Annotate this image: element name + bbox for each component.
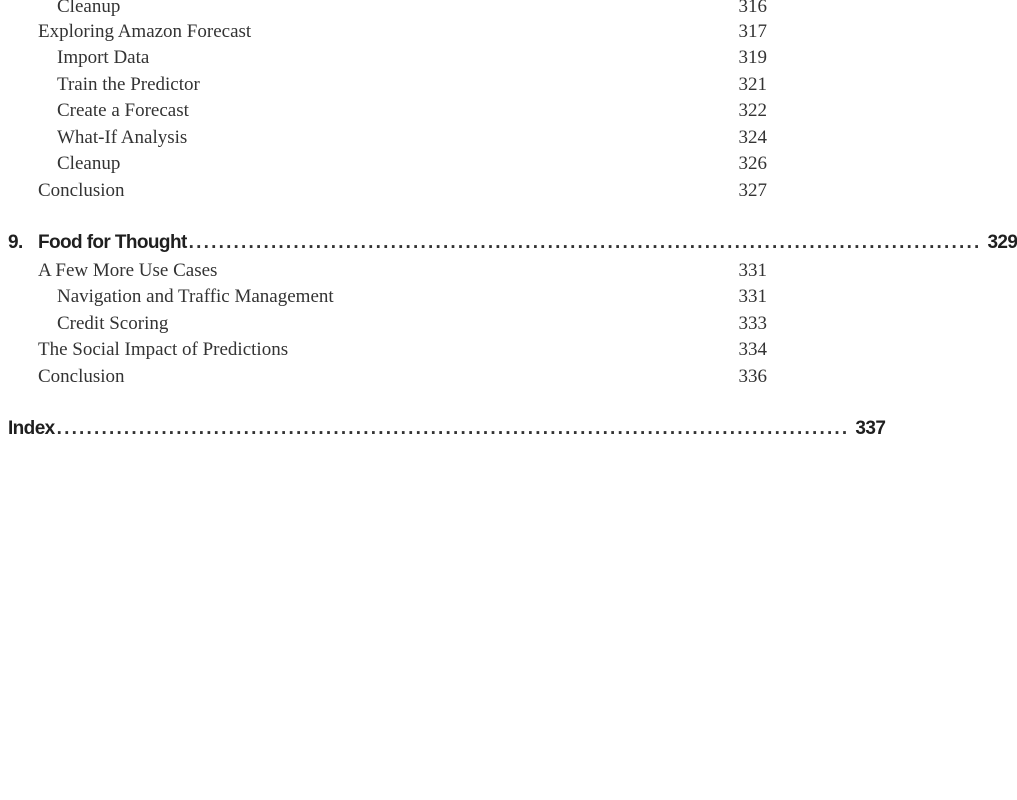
toc-entry-title: Conclusion (38, 366, 125, 387)
toc-entry-page: 322 (738, 100, 767, 121)
toc-entry-page: 331 (738, 260, 767, 281)
chapter-page: 329 (987, 232, 1017, 253)
toc-entry-title: Create a Forecast (57, 100, 189, 121)
toc-entry-conclusion[interactable] (0, 178, 800, 204)
toc-entry-title: A Few More Use Cases (38, 260, 218, 281)
toc-entry-title: Exploring Amazon Forecast (38, 21, 252, 42)
toc-entry-navigation-and-traffic-management[interactable] (0, 284, 800, 310)
toc-entry-title: Conclusion (38, 180, 125, 201)
toc-entry-page: 324 (738, 127, 767, 148)
toc-entry-import-data[interactable] (0, 45, 800, 71)
toc-entry-page: 331 (738, 286, 767, 307)
toc-entry-title: Train the Predictor (57, 74, 200, 95)
dot-leader: .......................................................................................................... (188, 232, 982, 253)
toc-entry-create-a-forecast[interactable] (0, 98, 800, 124)
toc-entry-train-the-predictor[interactable] (0, 72, 800, 98)
toc-entry-page: 336 (738, 366, 767, 387)
toc-entry-conclusion-2[interactable] (0, 364, 800, 390)
toc-entry-title: The Social Impact of Predictions (38, 339, 289, 360)
chapter-number: 9. (8, 232, 23, 253)
toc-entry-page: 333 (738, 313, 767, 334)
toc-entry-page: 334 (738, 339, 767, 360)
toc-entry-cleanup[interactable] (0, 0, 800, 20)
dot-leader: .......................................................................................................... (56, 418, 850, 439)
toc-entry-title: Navigation and Traffic Management (57, 286, 334, 307)
toc-entry-title: Credit Scoring (57, 313, 169, 334)
toc-entry-cleanup-2[interactable] (0, 151, 800, 177)
toc-entry-what-if-analysis[interactable] (0, 125, 800, 151)
toc-entry-page: 317 (738, 21, 767, 42)
toc-entry-title: Cleanup (57, 0, 121, 17)
toc-entry-exploring-amazon-forecast[interactable] (0, 19, 800, 45)
toc-entry-a-few-more-use-cases[interactable] (0, 258, 800, 284)
toc-entry-title: What-If Analysis (57, 127, 188, 148)
index-title: Index (8, 418, 55, 439)
toc-entry-page: 316 (738, 0, 767, 17)
toc-chapter-9[interactable] (0, 229, 1017, 257)
toc-entry-page: 327 (738, 180, 767, 201)
toc-entry-page: 321 (738, 74, 767, 95)
toc-entry-title: Cleanup (57, 153, 121, 174)
toc-entry-social-impact-of-predictions[interactable] (0, 337, 800, 363)
toc-entry-page: 326 (738, 153, 767, 174)
toc-index[interactable] (0, 415, 886, 443)
toc-entry-credit-scoring[interactable] (0, 311, 800, 337)
toc-entry-page: 319 (738, 47, 767, 68)
index-page: 337 (855, 418, 886, 439)
chapter-title: Food for Thought (38, 232, 187, 253)
toc-entry-title: Import Data (57, 47, 150, 68)
